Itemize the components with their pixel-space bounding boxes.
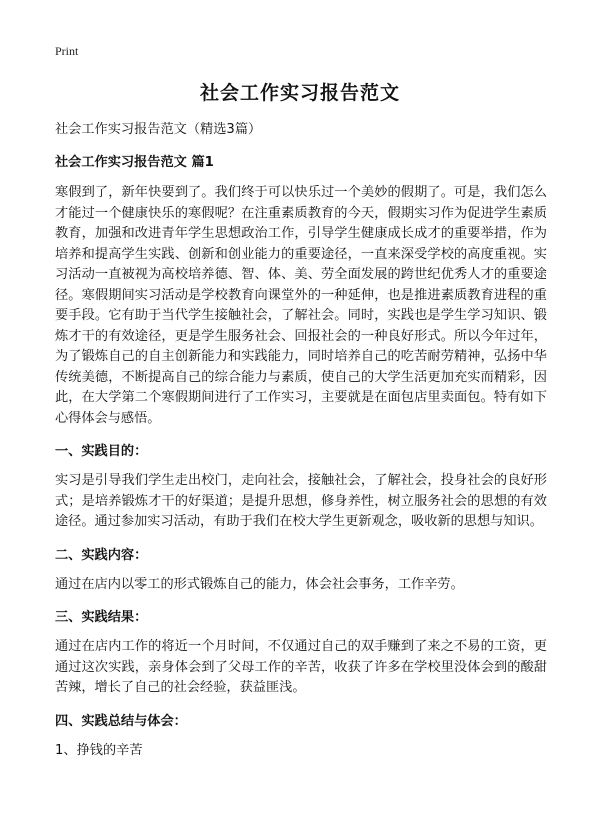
- section-title: 社会工作实习报告范文 篇1: [55, 155, 214, 170]
- document-body: [55, 120, 547, 761]
- heading-purpose: 一、实践目的：: [55, 444, 148, 459]
- page-title: 社会工作实习报告范文: [199, 82, 400, 104]
- intro-paragraph: 寒假到了，新年快要到了。我们终于可以快乐过一个美妙的假期了。可是，我们怎么才能过一个健康快乐的寒假呢？在注重素质教育的今天，假期实习作为促进学生素质教育，加强和改进青年学生思想政治工作，引导学生健康成长成才的重要举措，作为培养和提高学生实践、创新和创业能力的重要途径，一直来深受学校的高度重视。实习活动一直被视为高校培养德、智、体、美、劳全面发展的跨世纪优秀人才的重要途径。寒假期间实习活动是学校教育向课堂外的一种延伸，也是推进素质教育进程的重要手段。它有助于当代学生接触社会，了解社会。同时，实践也是学生学习知识、锻炼才干的有效途径，更是学生服务社会、回报社会的一种良好形式。所以今年过年，为了锻炼自己的自主创新能力和实践能力，同时培养自己的吃苦耐劳精神，弘扬中华传统美德，不断提高自己的综合能力与素质，使自己的大学生活更加充实而精彩，因此，在大学第二个寒假期间进行了工作实习，主要就是在面包店里卖面包。特有如下心得体会与感悟。: [55, 185, 547, 426]
- print-link[interactable]: Print: [55, 44, 79, 58]
- heading-result: 三、实践结果：: [55, 610, 148, 625]
- heading-summary: 四、实践总结与体会：: [55, 713, 187, 729]
- document-subtitle: 社会工作实习报告范文（精选3篇）: [55, 122, 262, 137]
- paragraph-purpose: 实习是引导我们学生走出校门，走向社会，接触社会，了解社会，投身社会的良好形式；是培养锻炼才干的好渠道；是提升思想，修身养性，树立服务社会的思想的有效途径。通过参加实习活动，有助于我们在校大学生更新观念，吸收新的思想与知识。: [55, 473, 547, 529]
- paragraph-result: 通过在店内工作的将近一个月时间，不仅通过自己的双手赚到了来之不易的工资，更通过这次实践，亲身体会到了父母工作的辛苦，收获了许多在学校里没体会到的酸甜苦辣，增长了自己的社会经验，获益匪浅。: [55, 639, 547, 695]
- list-item: 1、挣钱的辛苦: [55, 742, 143, 758]
- heading-content: 二、实践内容：: [55, 547, 148, 563]
- paragraph-content: 通过在店内以零工的形式锻炼自己的能力，体会社会事务，工作辛劳。: [55, 576, 464, 592]
